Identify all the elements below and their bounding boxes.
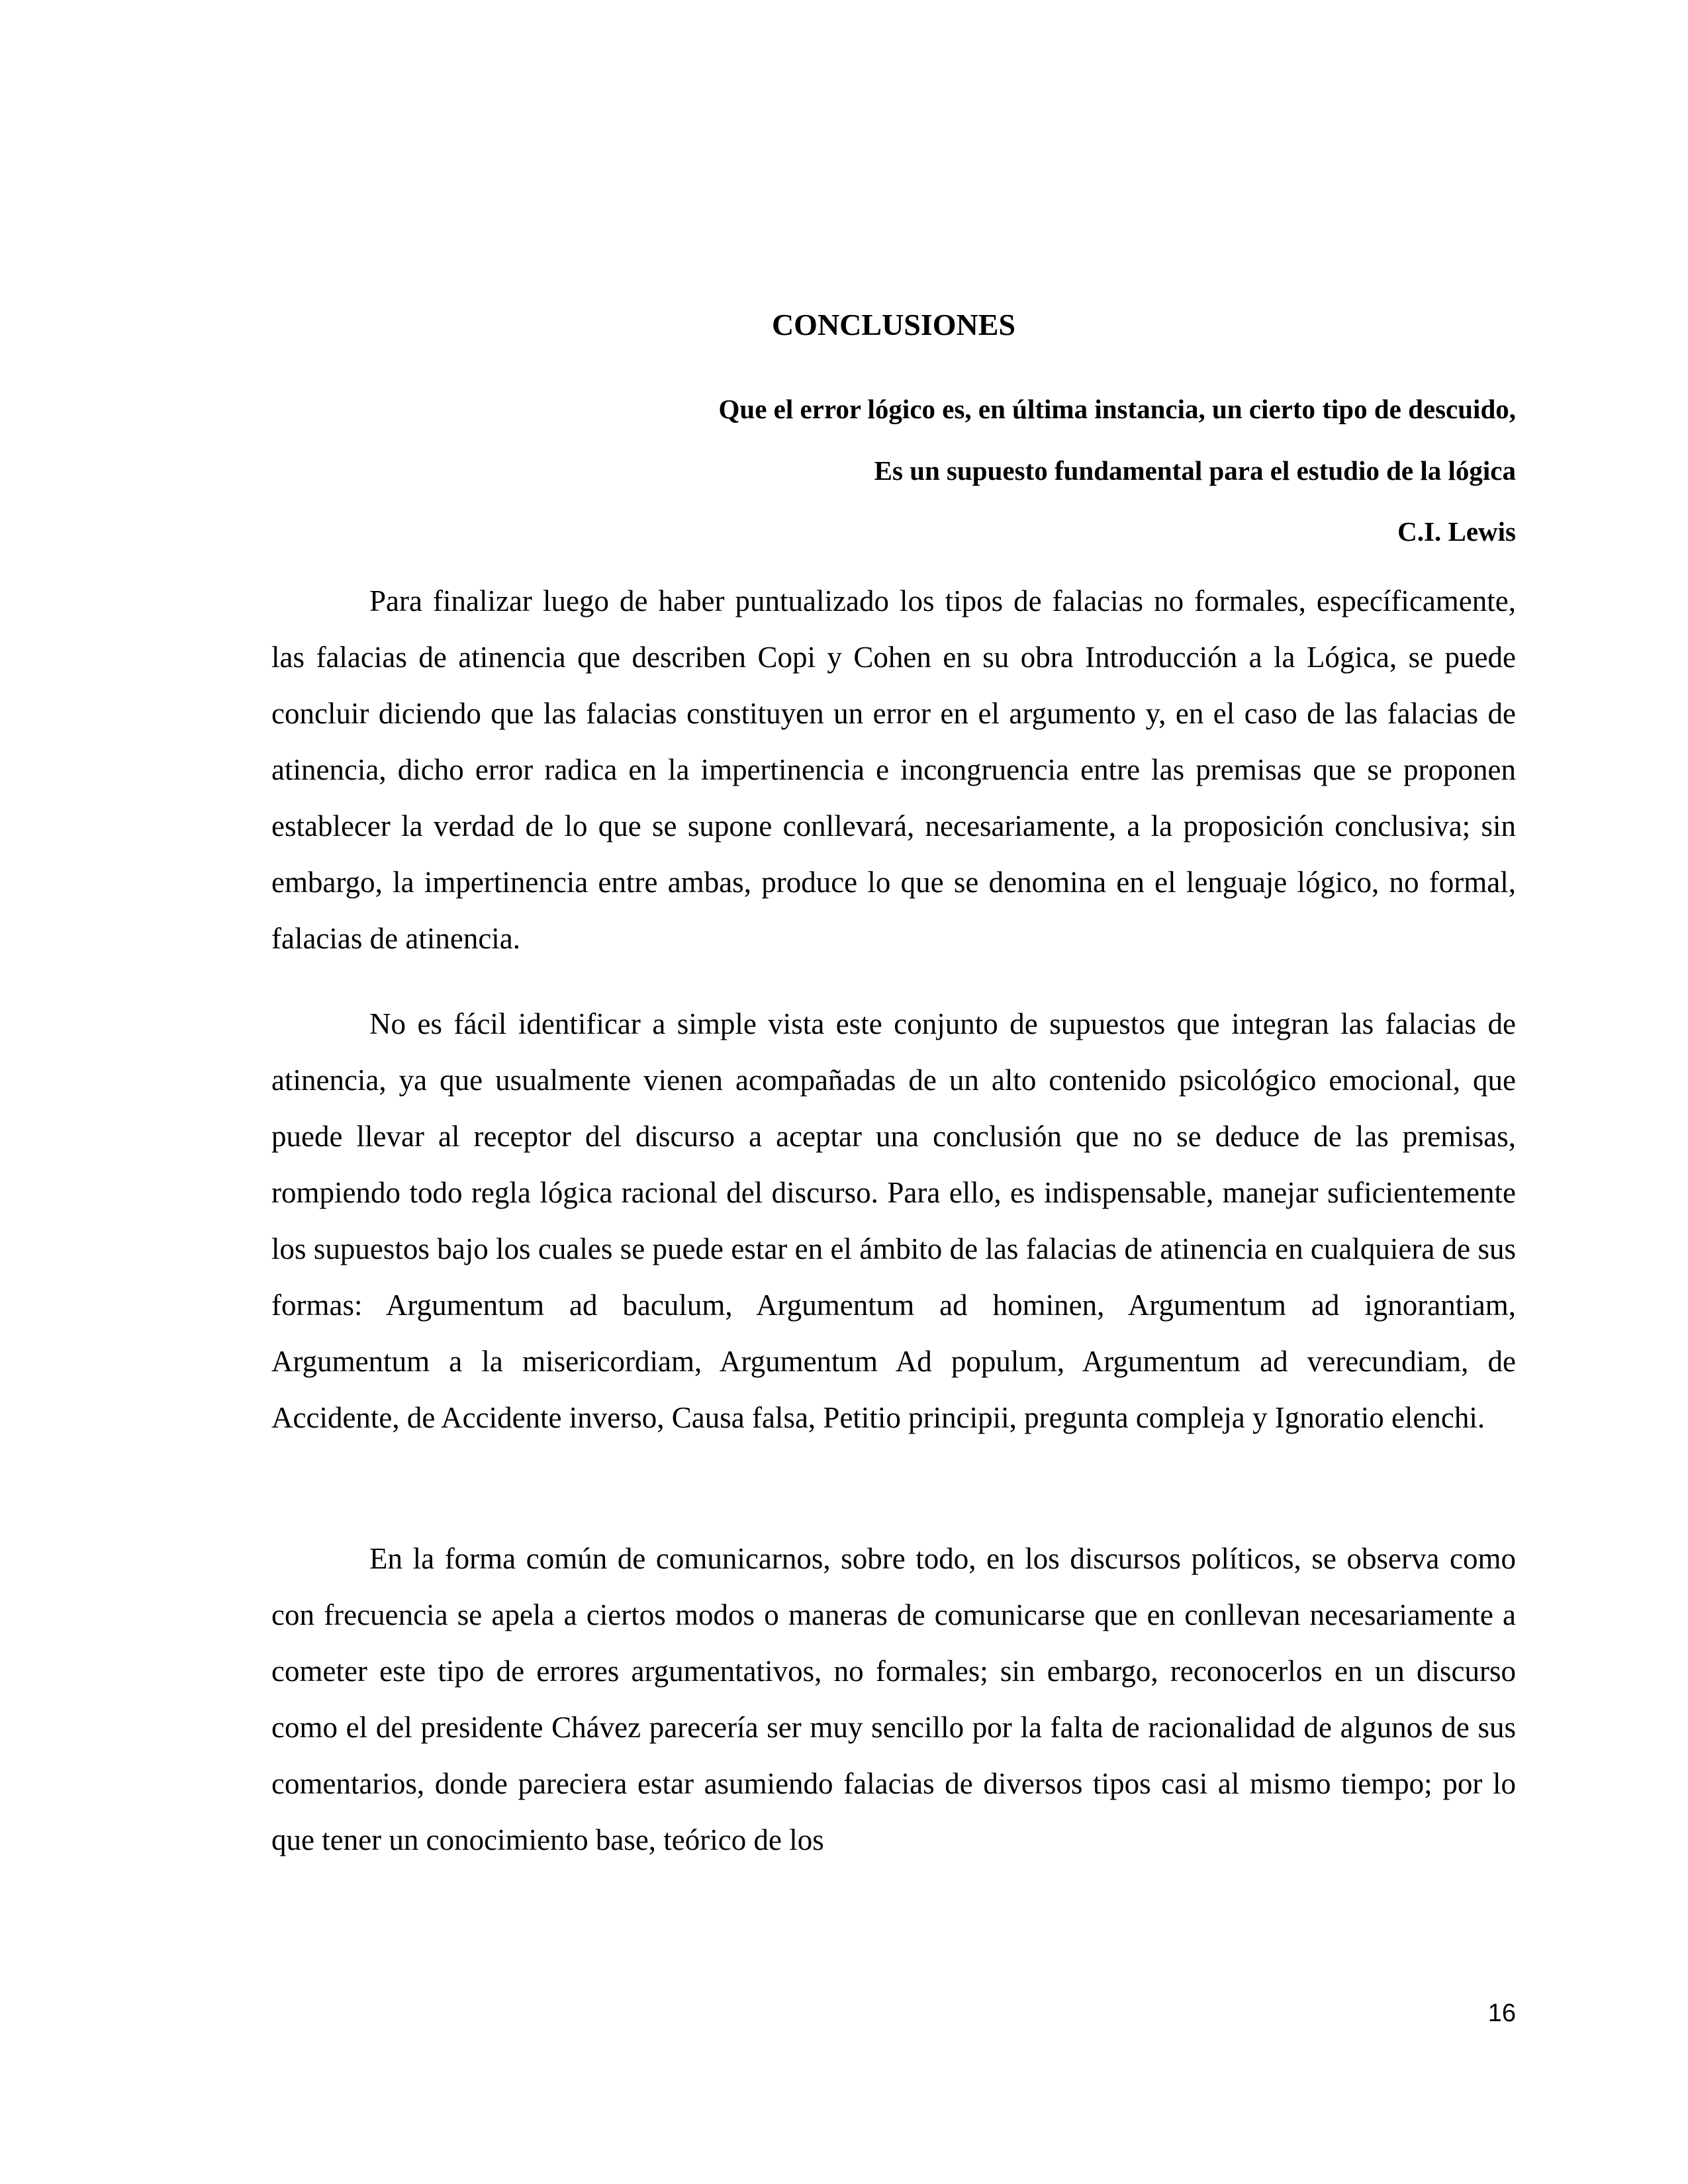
paragraph-1: Para finalizar luego de haber puntualizado los tipos de falacias no formales, específicamente, las falacias de atinencia que describen Copi y Cohen en su obra Introducción a la Lógica, se puede concluir diciendo que las falacias constituyen un error en el argumento y, en el caso de las falacias de atinencia, dicho error radica en la impertinencia e incongruencia entre las premisas que se proponen establecer la verdad de lo que se supone conllevará, necesariamente, a la proposición conclusiva; sin embargo, la impertinencia entre ambas, produce lo que se denomina en el lenguaje lógico, no formal, falacias de atinencia. — [271, 584, 1516, 955]
epigraph-line-2: Es un supuesto fundamental para el estudio de la lógica — [874, 455, 1516, 486]
paragraph-2: No es fácil identificar a simple vista este conjunto de supuestos que integran las falacias de atinencia, ya que usualmente vienen acompañadas de un alto contenido psicológico emocional, que puede llevar al receptor del discurso a aceptar una conclusión que no se deduce de las premisas, rompiendo todo regla lógica racional del discurso. Para ello, es indispensable, manejar suficientemente los supuestos bajo los cuales se puede estar en el ámbito de las falacias de atinencia en cualquiera de sus formas: Argumentum ad baculum, Argumentum ad hominen, Argumentum ad ignorantiam, Argumentum a la misericordiam, Argumentum Ad populum, Argumentum ad verecundiam, de Accidente, de Accidente inverso, Causa falsa, Petitio principii, pregunta compleja y Ignoratio elenchi. — [271, 1007, 1516, 1434]
page-number: 16 — [1487, 1999, 1516, 2027]
epigraph-line-1: Que el error lógico es, en última instancia, un cierto tipo de descuido, — [718, 394, 1516, 424]
document-page — [271, 0, 1516, 2184]
epigraph-author: C.I. Lewis — [1397, 516, 1516, 547]
paragraph-3: En la forma común de comunicarnos, sobre todo, en los discursos políticos, se observa como con frecuencia se apela a ciertos modos o maneras de comunicarse que en conllevan necesariamente a cometer este tipo de errores argumentativos, no formales; sin embargo, reconocerlos en un discurso como el del presidente Chávez parecería ser muy sencillo por la falta de racionalidad de algunos de sus comentarios, donde pareciera estar asumiendo falacias de diversos tipos casi al mismo tiempo; por lo que tener un conocimiento base, teórico de los — [271, 1542, 1516, 1856]
page-title: CONCLUSIONES — [771, 308, 1016, 341]
